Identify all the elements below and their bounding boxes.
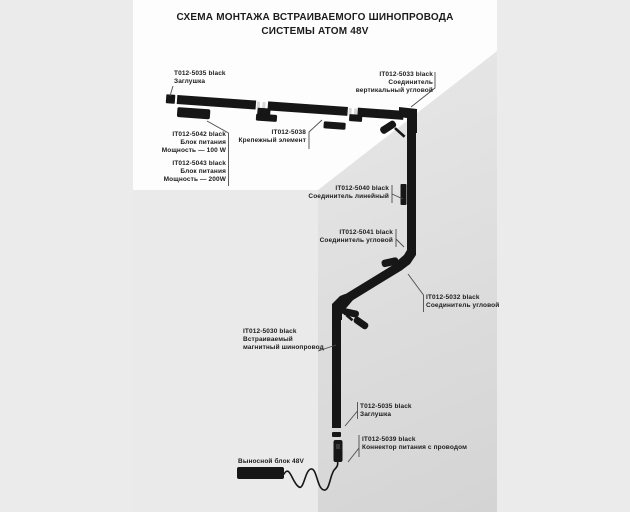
linear-connector (401, 184, 407, 205)
power-feed-connector (334, 440, 343, 462)
label-vertical-corner-connector: IT012-5033 black Соединитель вертикальный угловой (355, 71, 433, 94)
label-corner-connector-5032: IT012-5032 black Соединитель угловой (426, 294, 500, 309)
label-corner-connector-5041: IT012-5041 black Соединитель угловой (319, 229, 393, 244)
label-power-connector: IT012-5039 black Коннектор питания с проводом (362, 436, 468, 451)
external-psu-box (237, 467, 284, 479)
title-line-1: СХЕМА МОНТАЖА ВСТРАИВАЕМОГО ШИНОПРОВОДА (176, 12, 454, 23)
label-external-psu: Выносной блок 48V (238, 458, 304, 465)
label-endcap-bottom: T012-5035 black Заглушка (360, 403, 412, 418)
label-psu-100: IT012-5042 black Блок питания Мощность — 100 W (161, 131, 226, 154)
label-magnetic-track: IT012-5030 black Встраиваемый магнитный шинопровод (243, 328, 324, 351)
label-psu-200: IT012-5043 black Блок питания Мощность — 200W (163, 160, 226, 183)
title-line-2: СИСТЕМЫ ATOM 48V (261, 26, 369, 37)
diagram-title (133, 11, 497, 39)
label-linear-connector: IT012-5040 black Соединитель линейный (308, 185, 389, 200)
label-mounting-element: IT012-5038 Крепежный элемент (238, 129, 306, 144)
label-endcap-top: T012-5035 black Заглушка (174, 70, 226, 85)
endcap-bottom (332, 432, 341, 437)
wall-track-lower (332, 314, 341, 428)
mounting-clip (256, 114, 277, 122)
wall-track-upper (407, 128, 416, 246)
